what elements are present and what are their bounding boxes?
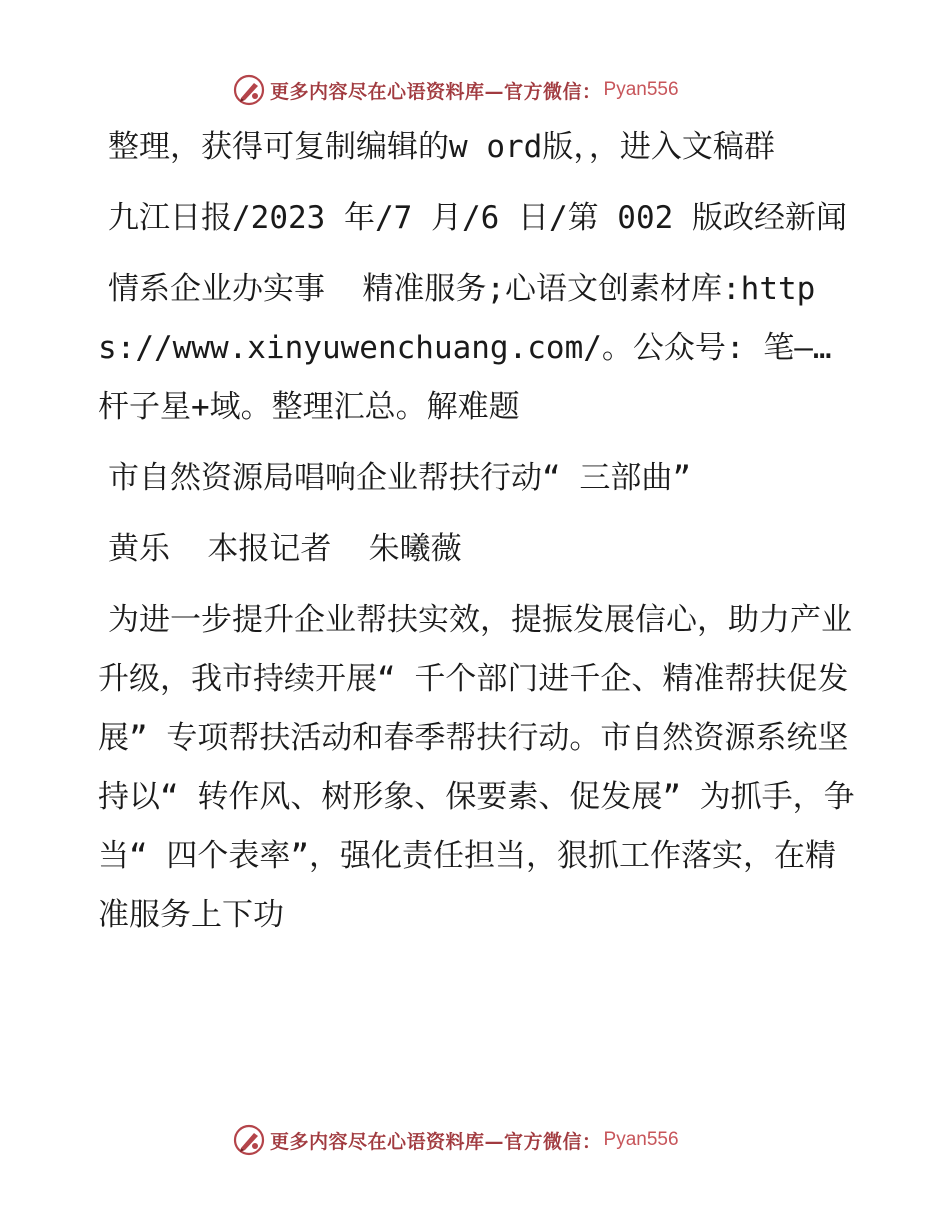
subheadline: 市自然资源局唱响企业帮扶行动“ 三部曲” — [108, 460, 691, 496]
header-watermark-banner — [232, 72, 679, 108]
byline: 黄乐 本报记者 朱曦薇 — [108, 531, 462, 567]
intro-paragraph: 整理，获得可复制编辑的w ord版，，进入文稿群 — [108, 129, 775, 165]
pen-logo-icon — [232, 1123, 266, 1157]
document-body — [98, 118, 858, 957]
header-wechat-id: Pyan556 — [603, 79, 679, 100]
source-line: 九江日报/2023 年/7 月/6 日/第 002 版政经新闻 — [108, 200, 847, 236]
footer-wechat-id: Pyan556 — [603, 1129, 679, 1150]
pen-logo-icon — [232, 73, 266, 107]
header-banner-text: 更多内容尽在心语资料库—官方微信： — [270, 80, 602, 103]
footer-banner-text: 更多内容尽在心语资料库—官方微信： — [270, 1130, 602, 1153]
footer-watermark-banner — [232, 1122, 679, 1158]
headline-paragraph: 情系企业办实事 精准服务;心语文创素材库:https://www.xinyuwenchuang.com/。公众号: 笔—…杆子星+域。整理汇总。解难题 — [98, 271, 832, 425]
body-paragraph: 为进一步提升企业帮扶实效，提振发展信心，助力产业升级，我市持续开展“ 千个部门进千企、精准帮扶促发展” 专项帮扶活动和春季帮扶行动。市自然资源系统坚持以“ 转作风、树形象、保要素、促发展” 为抓手，争当“ 四个表率”，强化责任担当，狠抓工作落实，在精准服务上下功 — [98, 602, 855, 933]
